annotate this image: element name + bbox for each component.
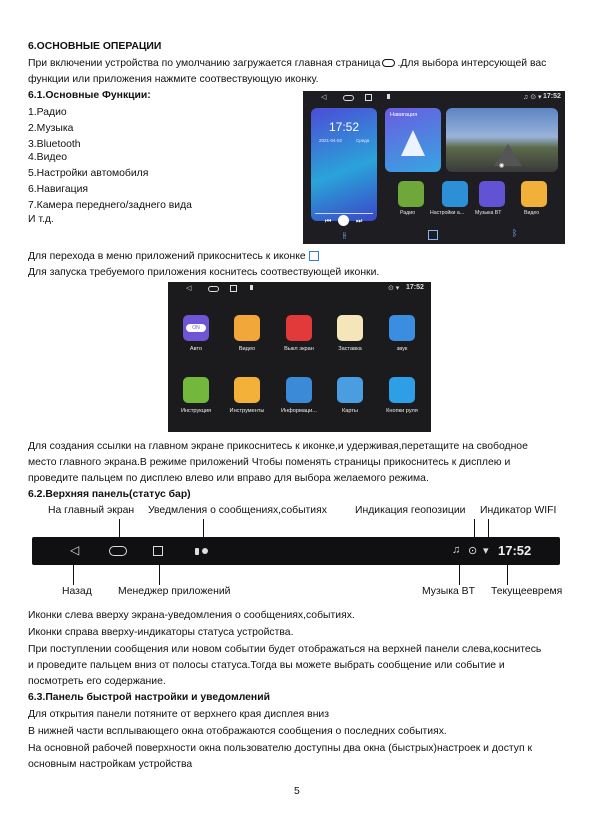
bt-music-icon: ♫ [452, 544, 461, 556]
back-icon[interactable]: ◁ [70, 543, 80, 557]
current-time: 17:52 [498, 543, 532, 558]
paragraph: проведите пальцем по дисплею влево или вправо для выбора желаемого режима. [28, 473, 429, 484]
radio-icon[interactable] [398, 181, 424, 207]
app-label: звук [396, 346, 408, 352]
info-app-icon[interactable] [286, 377, 312, 403]
clock-date: 2021-04-02 [319, 138, 343, 143]
power-off-app-icon[interactable] [286, 315, 312, 341]
next-icon[interactable]: ⏭ [356, 218, 363, 225]
subsection-title: 6.1.Основные Функции: [28, 90, 151, 101]
annotation-label: Уведмления о сообщениях,событиях [148, 505, 327, 516]
apps-grid-icon [309, 251, 319, 261]
notification-icon[interactable] [202, 548, 208, 554]
dock-label: Музыка BT [475, 210, 502, 216]
camera-tile[interactable] [446, 108, 558, 172]
clock-day: Среда [356, 138, 370, 143]
app-label: Информаци... [281, 408, 317, 414]
status-icons: ♫ ⊙ ▾ [523, 94, 542, 101]
progress-line [315, 213, 373, 214]
apps-screen-screenshot [168, 282, 431, 432]
paragraph: Иконки справа вверху-индикаторы статуса устройства. [28, 627, 294, 638]
prev-icon[interactable]: ⏮ [325, 218, 332, 225]
function-item: И т.д. [28, 214, 54, 225]
section-title: 6.ОСНОВНЫЕ ОПЕРАЦИИ [28, 41, 162, 52]
bluetooth-icon[interactable]: ᛒ [512, 228, 518, 238]
status-bar [303, 91, 565, 105]
dock-label: Видео [524, 210, 540, 216]
play-button[interactable] [338, 215, 349, 226]
navigation-tile[interactable] [385, 108, 441, 172]
menu-text-2: Для запуска требуемого приложения коснитесь соотвествующей иконки. [28, 267, 380, 278]
status-time: 17:52 [406, 284, 424, 291]
annotation-label: Назад [62, 586, 92, 597]
home-icon [208, 286, 219, 292]
intro-text: При включении устройства по умолчанию загружается главная страница .Для выбора интерсующей вас [28, 58, 547, 69]
annotation-label: Индикация геопозиции [355, 505, 466, 516]
video-app-icon[interactable] [234, 315, 260, 341]
function-item: 1.Радио [28, 107, 67, 118]
location-icon: ⊙ [468, 545, 478, 557]
function-item: 7.Камера переднего/заднего вида [28, 200, 192, 211]
recent-apps-icon [365, 94, 372, 101]
screensaver-app-icon[interactable] [337, 315, 363, 341]
subsection-title: 6.3.Панель быстрой настройки и уведомлений [28, 692, 270, 703]
clock-time: 17:52 [328, 120, 360, 134]
status-bar-panel [32, 537, 560, 565]
camera-icon: ◉ [499, 163, 505, 169]
app-label: Видео [238, 346, 256, 352]
app-label: Инструкция [180, 408, 212, 414]
nav-title: Навигация [390, 112, 418, 118]
dock-label: Настройки а... [430, 210, 465, 216]
paragraph: Иконки слева вверху экрана-уведомления о сообщениях,событиях. [28, 610, 355, 621]
notification-icon [387, 94, 390, 99]
annotation-label: Музыка BT [422, 586, 475, 597]
function-item: 4.Видео [28, 152, 68, 163]
function-item: 2.Музыка [28, 123, 74, 134]
home-icon [343, 95, 354, 101]
function-item: 5.Настройки автомобиля [28, 168, 149, 179]
notification-icon [250, 285, 253, 290]
wifi-icon: ▾ [483, 545, 489, 557]
apps-grid-icon[interactable] [428, 230, 438, 240]
paragraph: При поступлении сообщения или новом событии будет отображаться на верхней панели слева,коснитесь [28, 644, 542, 655]
recent-apps-icon[interactable] [153, 546, 163, 556]
annotation-label: Менеджер приложений [118, 586, 231, 597]
sound-app-icon[interactable] [389, 315, 415, 341]
annotation-label: На главный экран [48, 505, 135, 516]
equalizer-icon[interactable]: ⫲ [343, 230, 346, 240]
tools-app-icon[interactable] [234, 377, 260, 403]
recent-apps-icon [230, 285, 237, 292]
status-icons: ⊙ ▾ [388, 285, 400, 292]
paragraph: В нижней части всплывающего окна отображаются сообщения о последних событиях. [28, 726, 447, 737]
car-settings-icon[interactable] [442, 181, 468, 207]
back-icon: ◁ [186, 285, 192, 292]
function-item: 6.Навигация [28, 184, 88, 195]
navigation-arrow-icon [401, 130, 425, 156]
bt-music-icon[interactable] [479, 181, 505, 207]
paragraph: Для открытия панели потяните от верхнего края дисплея вниз [28, 709, 330, 720]
status-bar [168, 282, 431, 296]
menu-text: Для перехода в меню приложений прикоснитесь к иконке [28, 250, 319, 263]
paragraph: посмотреть его содержание. [28, 676, 166, 687]
clock-widget[interactable] [311, 108, 377, 225]
manual-app-icon[interactable] [183, 377, 209, 403]
app-label: Инструменты [229, 408, 265, 414]
paragraph: Для создания ссылки на главном экране прикоснитесь к иконке,и удерживая,перетащите на свободное [28, 441, 528, 452]
page-number: 5 [294, 786, 300, 797]
app-label: Кнопки руля [386, 408, 418, 414]
function-item: 3.Bluetooth [28, 139, 81, 150]
home-icon [382, 59, 395, 67]
home-screen-screenshot [303, 91, 565, 244]
annotation-label: Текущеевремя [491, 586, 563, 597]
notification-icon[interactable] [195, 548, 199, 555]
maps-app-icon[interactable] [337, 377, 363, 403]
auto-app-icon[interactable] [183, 315, 209, 341]
paragraph: и проведите пальцем вниз от полосы статуса.Тогда вы можете выбрать сообщение или событие и [28, 660, 505, 671]
home-icon[interactable] [109, 546, 127, 556]
toggle-icon: ON [186, 324, 206, 332]
paragraph: место главного экрана.В режиме приложений Чтобы поменять страницы прикоснитесь к дисплею и [28, 457, 511, 468]
app-label: Выкл экран [284, 346, 314, 352]
subsection-title: 6.2.Верхняя панель(статус бар) [28, 489, 191, 500]
steering-wheel-app-icon[interactable] [389, 377, 415, 403]
paragraph: На основной рабочей поверхности окна пользователю доступны два окна (быстрых)настроек и доступ к [28, 743, 533, 754]
app-label: Заставка [338, 346, 362, 352]
video-icon[interactable] [521, 181, 547, 207]
dock-label: Радио [400, 210, 415, 216]
intro-text-2: функции или приложения нажмите соотвествующую иконку. [28, 74, 319, 85]
app-label: Авто [189, 346, 203, 352]
annotation-label: Индикатор WIFI [480, 505, 557, 516]
paragraph: основным настройкам устройства [28, 759, 193, 770]
back-icon: ◁ [321, 94, 327, 101]
status-time: 17:52 [543, 93, 561, 100]
app-label: Карты [342, 408, 358, 414]
